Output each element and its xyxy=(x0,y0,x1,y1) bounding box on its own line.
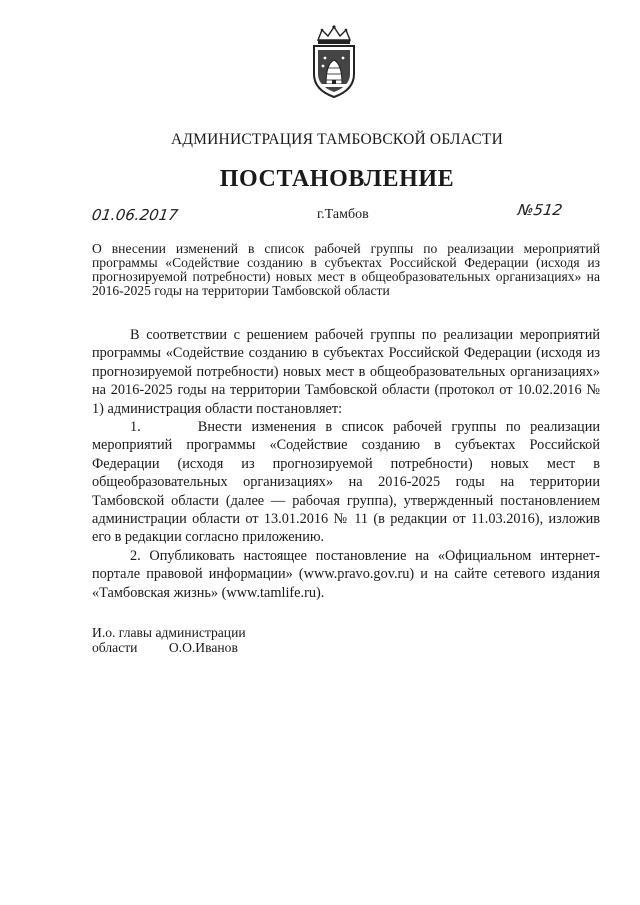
document-body xyxy=(92,326,600,602)
item-2-paragraph: 2. Опубликовать настоящее постановление на «Официальном интернет-портале правовой информации» (www.pravo.gov.ru) и на сайте сетевого издания «Тамбовская жизнь» (www.tamlife.ru). xyxy=(92,547,600,601)
document-type-heading: ПОСТАНОВЛЕНИЕ xyxy=(219,166,455,192)
tambov-coat-of-arms-icon xyxy=(304,24,364,100)
signatory-position-line2: области xyxy=(92,640,138,655)
city-label: г.Тамбов xyxy=(317,207,369,222)
signatory-name: О.О.Иванов xyxy=(168,640,238,655)
handwritten-date: 01.06.2017 xyxy=(90,206,180,224)
administration-title: АДМИНИСТРАЦИЯ ТАМБОВСКОЙ ОБЛАСТИ xyxy=(171,131,503,148)
handwritten-number: №512 xyxy=(516,201,564,219)
document-subject: О внесении изменений в список рабочей группы по реализации мероприятий программы «Содействие созданию в субъектах Российской Федерации (исходя из прогнозируемой потребности) новых мест в общеобразовательных организациях» на 2016-2025 годы на территории Тамбовской области xyxy=(92,241,600,298)
signature-block xyxy=(92,625,246,655)
signatory-position-line1: И.о. главы администрации xyxy=(92,625,246,640)
item-1-paragraph: 1. Внести изменения в список рабочей группы по реализации мероприятий программы «Содействие созданию в субъектах Российской Федерации (исходя из прогнозируемой потребности) новых мест в общеобразовательных организациях» на 2016-2025 годы на территории Тамбовской области (далее — рабочая группа), утвержденный постановлением администрации области от 13.01.2016 № 11 (в редакции от 11.03.2016), изложив его в редакции согласно приложению. xyxy=(92,419,600,546)
preamble-paragraph: В соответствии с решением рабочей группы по реализации мероприятий программы «Содействие созданию в субъектах Российской Федерации (исходя из прогнозируемой потребности) новых мест в общеобразовательных организациях» на 2016-2025 годы на территории Тамбовской области (протокол от 10.02.2016 № 1) администрация области постановляет: xyxy=(92,327,600,417)
